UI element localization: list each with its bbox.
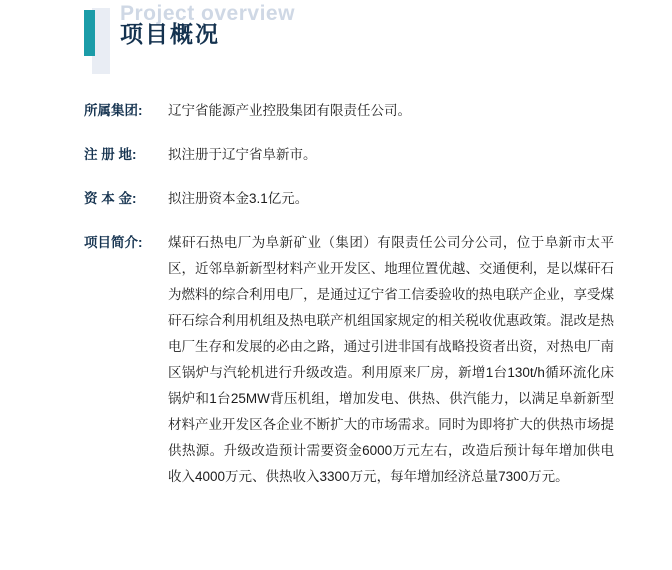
overview-fields bbox=[0, 98, 672, 490]
field-row-capital bbox=[0, 186, 672, 212]
field-label-registration: 注 册 地: bbox=[84, 147, 137, 162]
header-ghost-title: Project overview bbox=[120, 2, 295, 25]
field-label-description: 项目简介: bbox=[84, 235, 143, 250]
field-label-capital: 资 本 金: bbox=[84, 191, 137, 206]
field-value-registration: 拟注册于辽宁省阜新市。 bbox=[168, 147, 317, 162]
field-label-group: 所属集团: bbox=[84, 103, 143, 118]
page-header bbox=[0, 0, 672, 92]
page-title: 项目概况 bbox=[120, 21, 220, 47]
field-row-group bbox=[0, 98, 672, 124]
field-value-group: 辽宁省能源产业控股集团有限责任公司。 bbox=[168, 103, 411, 118]
field-row-registration bbox=[0, 142, 672, 168]
field-row-description bbox=[0, 230, 672, 490]
field-value-capital: 拟注册资本金3.1亿元。 bbox=[168, 191, 309, 206]
field-value-description: 煤矸石热电厂为阜新矿业（集团）有限责任公司分公司，位于阜新市太平区，近邻阜新新型材料产业开发区、地理位置优越、交通便利，是以煤矸石为燃料的综合利用电厂，是通过辽宁省工信委验收的热电联产企业，享受煤矸石综合利用机组及热电联产机组国家规定的相关税收优惠政策。混改是热电厂生存和发展的必由之路，通过引进非国有战略投资者出资，对热电厂南区锅炉与汽轮机进行升级改造。利用原来厂房，新增1台130t/h循环流化床锅炉和1台25MW背压机组，增加发电、供热、供汽能力，以满足阜新新型材料产业开发区各企业不断扩大的市场需求。同时为即将扩大的供热市场提供热源。升级改造预计需要资金6000万元左右，改造后预计每年增加供电收入4000万元、供热收入3300万元，每年增加经济总量7300万元。 bbox=[168, 235, 614, 484]
header-accent-mark bbox=[84, 8, 110, 74]
accent-bar-front bbox=[84, 10, 95, 56]
